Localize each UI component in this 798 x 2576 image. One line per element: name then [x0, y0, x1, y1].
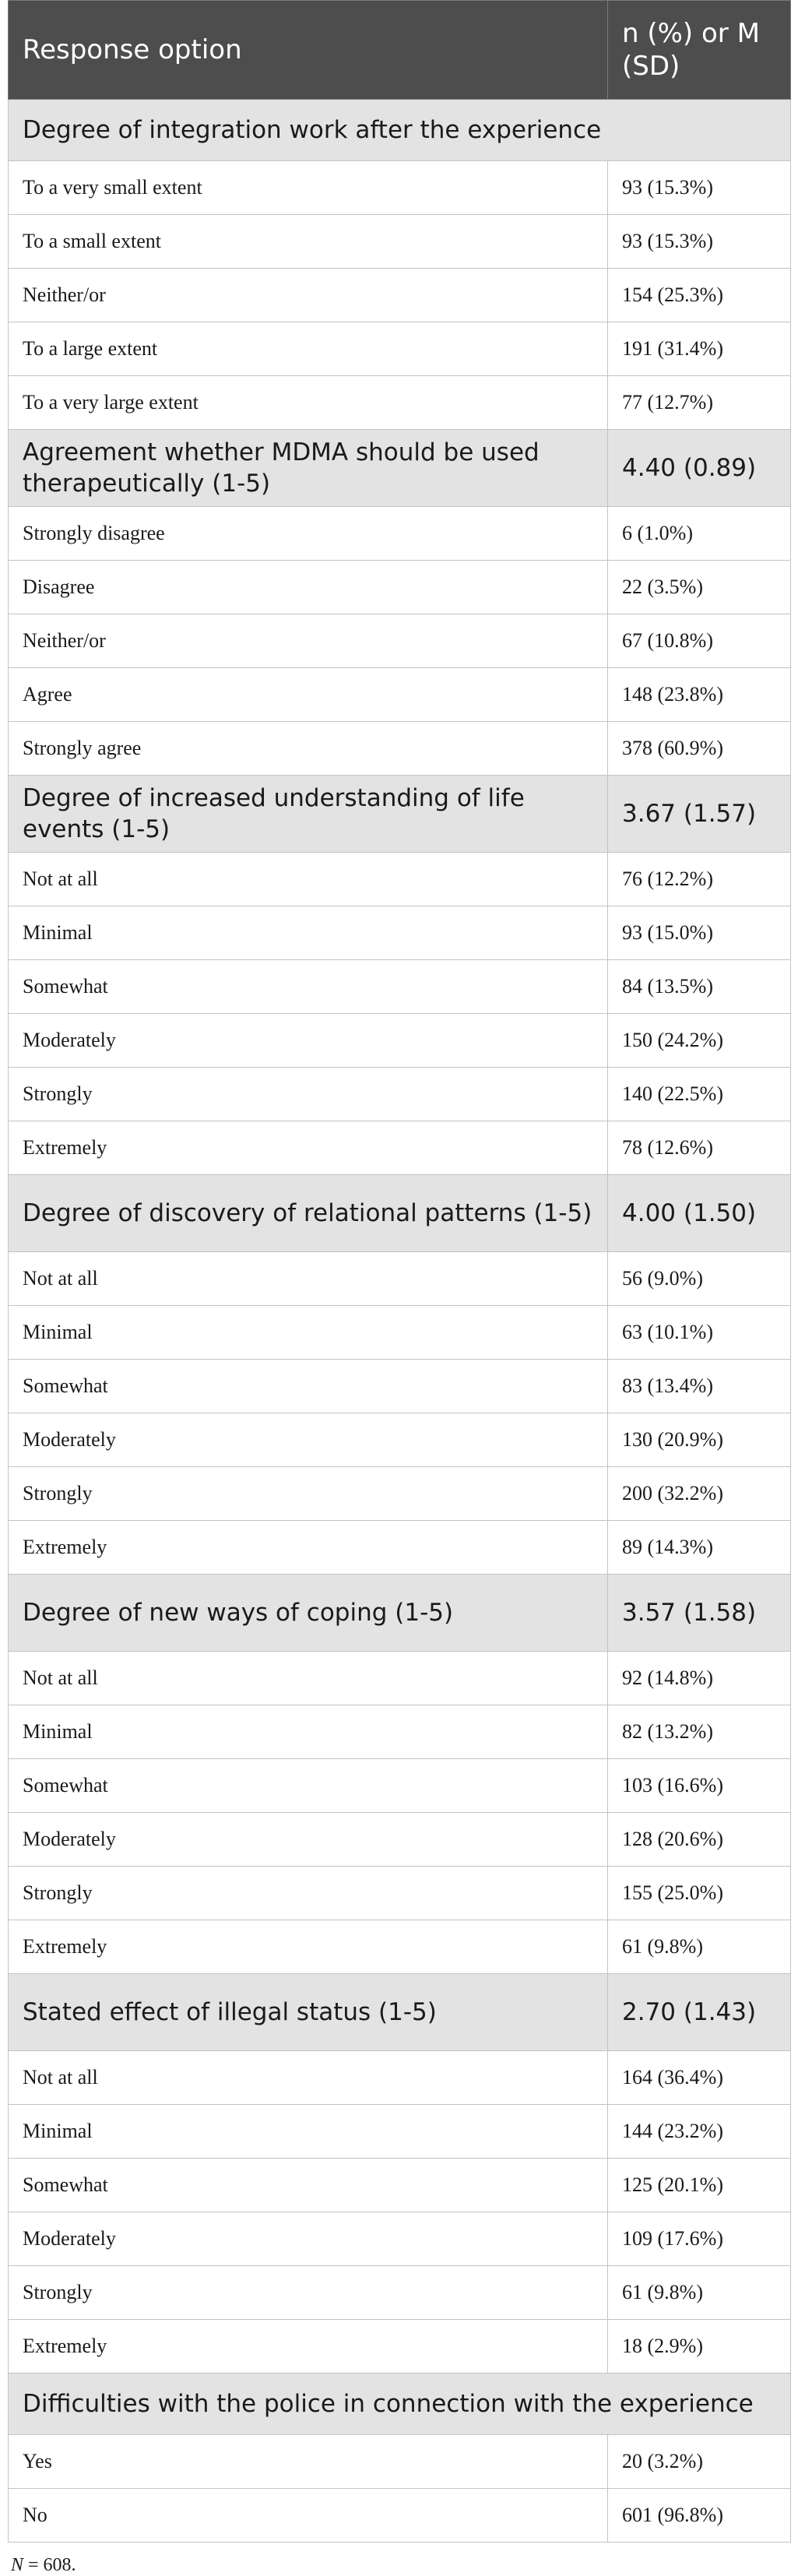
table-row — [9, 853, 791, 906]
section-title: Degree of integration work after the experience — [9, 100, 791, 161]
section-title: Degree of increased understanding of life events (1-5) — [9, 776, 608, 853]
table-row — [9, 561, 791, 614]
section-summary-value: 4.40 (0.89) — [608, 430, 791, 507]
count-percent-cell: 144 (23.2%) — [608, 2105, 791, 2159]
results-table — [8, 0, 791, 2543]
table-row — [9, 906, 791, 960]
count-percent-cell: 93 (15.0%) — [608, 906, 791, 960]
table-row — [9, 1252, 791, 1306]
table-row — [9, 1867, 791, 1920]
response-option-cell: Agree — [9, 668, 608, 722]
response-option-cell: To a small extent — [9, 215, 608, 269]
table-row — [9, 2105, 791, 2159]
response-option-cell: Strongly disagree — [9, 507, 608, 561]
count-percent-cell: 6 (1.0%) — [608, 507, 791, 561]
count-percent-cell: 76 (12.2%) — [608, 853, 791, 906]
table-row — [9, 1121, 791, 1175]
table-row — [9, 2489, 791, 2543]
count-percent-cell: 164 (36.4%) — [608, 2051, 791, 2105]
count-percent-cell: 83 (13.4%) — [608, 1360, 791, 1413]
count-percent-cell: 92 (14.8%) — [608, 1652, 791, 1705]
section-summary-value: 3.57 (1.58) — [608, 1575, 791, 1652]
count-percent-cell: 125 (20.1%) — [608, 2159, 791, 2212]
count-percent-cell: 67 (10.8%) — [608, 614, 791, 668]
count-percent-cell: 154 (25.3%) — [608, 269, 791, 322]
response-option-cell: Minimal — [9, 906, 608, 960]
section-header-row — [9, 2374, 791, 2435]
section-header-row — [9, 430, 791, 507]
count-percent-cell: 109 (17.6%) — [608, 2212, 791, 2266]
table-row — [9, 322, 791, 376]
table-row — [9, 2051, 791, 2105]
response-option-cell: Strongly agree — [9, 722, 608, 776]
count-percent-cell: 77 (12.7%) — [608, 376, 791, 430]
table-row — [9, 1306, 791, 1360]
response-option-cell: Moderately — [9, 1813, 608, 1867]
table-row — [9, 960, 791, 1014]
count-percent-cell: 56 (9.0%) — [608, 1252, 791, 1306]
count-percent-cell: 130 (20.9%) — [608, 1413, 791, 1467]
response-option-cell: Not at all — [9, 853, 608, 906]
section-header-row — [9, 776, 791, 853]
response-option-cell: Strongly — [9, 1467, 608, 1521]
table-row — [9, 2212, 791, 2266]
table-row — [9, 1521, 791, 1575]
section-header-row — [9, 1175, 791, 1252]
table-row — [9, 722, 791, 776]
count-percent-cell: 128 (20.6%) — [608, 1813, 791, 1867]
table-row — [9, 1705, 791, 1759]
table-footnote — [8, 2555, 790, 2576]
table-row — [9, 1467, 791, 1521]
response-option-cell: Strongly — [9, 1867, 608, 1920]
section-summary-value: 3.67 (1.57) — [608, 776, 791, 853]
response-option-cell: Somewhat — [9, 1360, 608, 1413]
count-percent-cell: 200 (32.2%) — [608, 1467, 791, 1521]
count-percent-cell: 78 (12.6%) — [608, 1121, 791, 1175]
section-title: Difficulties with the police in connection with the experience — [9, 2374, 791, 2435]
footnote-symbol: N — [11, 2555, 24, 2575]
response-option-cell: Minimal — [9, 1705, 608, 1759]
response-option-cell: No — [9, 2489, 608, 2543]
count-percent-cell: 84 (13.5%) — [608, 960, 791, 1014]
section-title: Stated effect of illegal status (1-5) — [9, 1974, 608, 2051]
section-title: Degree of discovery of relational patterns (1-5) — [9, 1175, 608, 1252]
response-option-cell: Yes — [9, 2435, 608, 2489]
response-option-cell: Not at all — [9, 1652, 608, 1705]
count-percent-cell: 18 (2.9%) — [608, 2320, 791, 2374]
response-option-cell: Extremely — [9, 2320, 608, 2374]
section-summary-value: 2.70 (1.43) — [608, 1974, 791, 2051]
response-option-cell: Not at all — [9, 2051, 608, 2105]
response-option-cell: Minimal — [9, 2105, 608, 2159]
response-option-cell: Not at all — [9, 1252, 608, 1306]
table-row — [9, 215, 791, 269]
footnote-text: = 608. — [23, 2555, 76, 2575]
response-option-cell: To a very small extent — [9, 161, 608, 215]
count-percent-cell: 93 (15.3%) — [608, 161, 791, 215]
results-table-container — [8, 0, 790, 2576]
section-title: Agreement whether MDMA should be used therapeutically (1-5) — [9, 430, 608, 507]
response-option-cell: Extremely — [9, 1521, 608, 1575]
response-option-cell: Strongly — [9, 2266, 608, 2320]
response-option-cell: Minimal — [9, 1306, 608, 1360]
count-percent-cell: 61 (9.8%) — [608, 2266, 791, 2320]
count-percent-cell: 150 (24.2%) — [608, 1014, 791, 1068]
header-n-or-mean: n (%) or M (SD) — [608, 1, 791, 100]
section-header-row — [9, 100, 791, 161]
response-option-cell: Somewhat — [9, 2159, 608, 2212]
count-percent-cell: 63 (10.1%) — [608, 1306, 791, 1360]
table-row — [9, 1813, 791, 1867]
table-row — [9, 668, 791, 722]
count-percent-cell: 155 (25.0%) — [608, 1867, 791, 1920]
table-header — [9, 1, 791, 100]
section-title: Degree of new ways of coping (1-5) — [9, 1575, 608, 1652]
response-option-cell: Extremely — [9, 1920, 608, 1974]
table-body — [9, 100, 791, 2543]
table-row — [9, 2159, 791, 2212]
count-percent-cell: 601 (96.8%) — [608, 2489, 791, 2543]
table-row — [9, 1068, 791, 1121]
response-option-cell: Strongly — [9, 1068, 608, 1121]
table-row — [9, 1920, 791, 1974]
section-header-row — [9, 1575, 791, 1652]
table-row — [9, 2320, 791, 2374]
response-option-cell: Extremely — [9, 1121, 608, 1175]
table-row — [9, 2435, 791, 2489]
count-percent-cell: 89 (14.3%) — [608, 1521, 791, 1575]
response-option-cell: Disagree — [9, 561, 608, 614]
table-row — [9, 1759, 791, 1813]
table-row — [9, 2266, 791, 2320]
count-percent-cell: 20 (3.2%) — [608, 2435, 791, 2489]
table-row — [9, 1014, 791, 1068]
table-row — [9, 1413, 791, 1467]
section-header-row — [9, 1974, 791, 2051]
count-percent-cell: 93 (15.3%) — [608, 215, 791, 269]
response-option-cell: Moderately — [9, 1014, 608, 1068]
response-option-cell: Moderately — [9, 2212, 608, 2266]
header-row — [9, 1, 791, 100]
section-summary-value: 4.00 (1.50) — [608, 1175, 791, 1252]
response-option-cell: Moderately — [9, 1413, 608, 1467]
table-row — [9, 507, 791, 561]
response-option-cell: To a large extent — [9, 322, 608, 376]
count-percent-cell: 378 (60.9%) — [608, 722, 791, 776]
count-percent-cell: 191 (31.4%) — [608, 322, 791, 376]
table-row — [9, 376, 791, 430]
table-row — [9, 1652, 791, 1705]
table-row — [9, 269, 791, 322]
table-row — [9, 1360, 791, 1413]
count-percent-cell: 22 (3.5%) — [608, 561, 791, 614]
response-option-cell: To a very large extent — [9, 376, 608, 430]
response-option-cell: Somewhat — [9, 1759, 608, 1813]
count-percent-cell: 148 (23.8%) — [608, 668, 791, 722]
response-option-cell: Neither/or — [9, 614, 608, 668]
response-option-cell: Somewhat — [9, 960, 608, 1014]
count-percent-cell: 82 (13.2%) — [608, 1705, 791, 1759]
count-percent-cell: 140 (22.5%) — [608, 1068, 791, 1121]
table-row — [9, 614, 791, 668]
count-percent-cell: 61 (9.8%) — [608, 1920, 791, 1974]
response-option-cell: Neither/or — [9, 269, 608, 322]
count-percent-cell: 103 (16.6%) — [608, 1759, 791, 1813]
table-row — [9, 161, 791, 215]
header-response-option: Response option — [9, 1, 608, 100]
